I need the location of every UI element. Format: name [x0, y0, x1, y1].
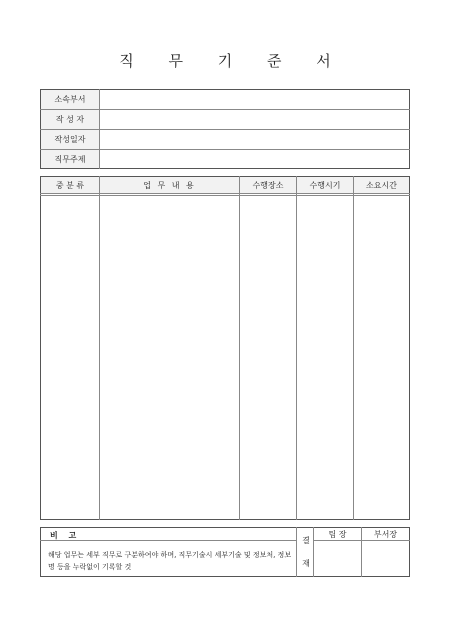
- info-label-date: 작성일자: [41, 130, 99, 149]
- info-label-department: 소속부서: [41, 90, 99, 109]
- approval-sign-dept-head[interactable]: [362, 541, 409, 576]
- approval-header-dept-head: 부서장: [373, 529, 398, 539]
- info-label-author: 작 성 자: [41, 110, 99, 129]
- header-category: 중 분 류: [55, 180, 85, 190]
- info-value-date[interactable]: [100, 130, 409, 149]
- notes-title: 비 고: [50, 531, 81, 540]
- info-value-department[interactable]: [100, 90, 409, 109]
- approval-header-team-lead: 팀 장: [328, 529, 347, 539]
- task-table-body[interactable]: [41, 196, 409, 519]
- header-timing: 수행시기: [309, 180, 341, 190]
- header-duration: 소요시간: [366, 180, 397, 190]
- header-location: 수행장소: [252, 180, 284, 190]
- header-task-content: 업 무 내 용: [143, 180, 196, 190]
- page-title: 직 무 기 준 서: [119, 52, 346, 70]
- approval-label-top: 결: [302, 536, 310, 545]
- approval-label-bottom: 재: [302, 559, 310, 568]
- info-label-subject: 직무주제: [41, 150, 99, 168]
- info-value-author[interactable]: [100, 110, 409, 129]
- approval-sign-team-lead[interactable]: [314, 541, 361, 576]
- notes-text: 해당 업무는 세부 직무로 구분하여야 하며, 직무기술시 세부기술 및 정보처, 정보명 등을 누락없이 기록할 것: [48, 551, 292, 571]
- info-value-subject[interactable]: [100, 150, 409, 168]
